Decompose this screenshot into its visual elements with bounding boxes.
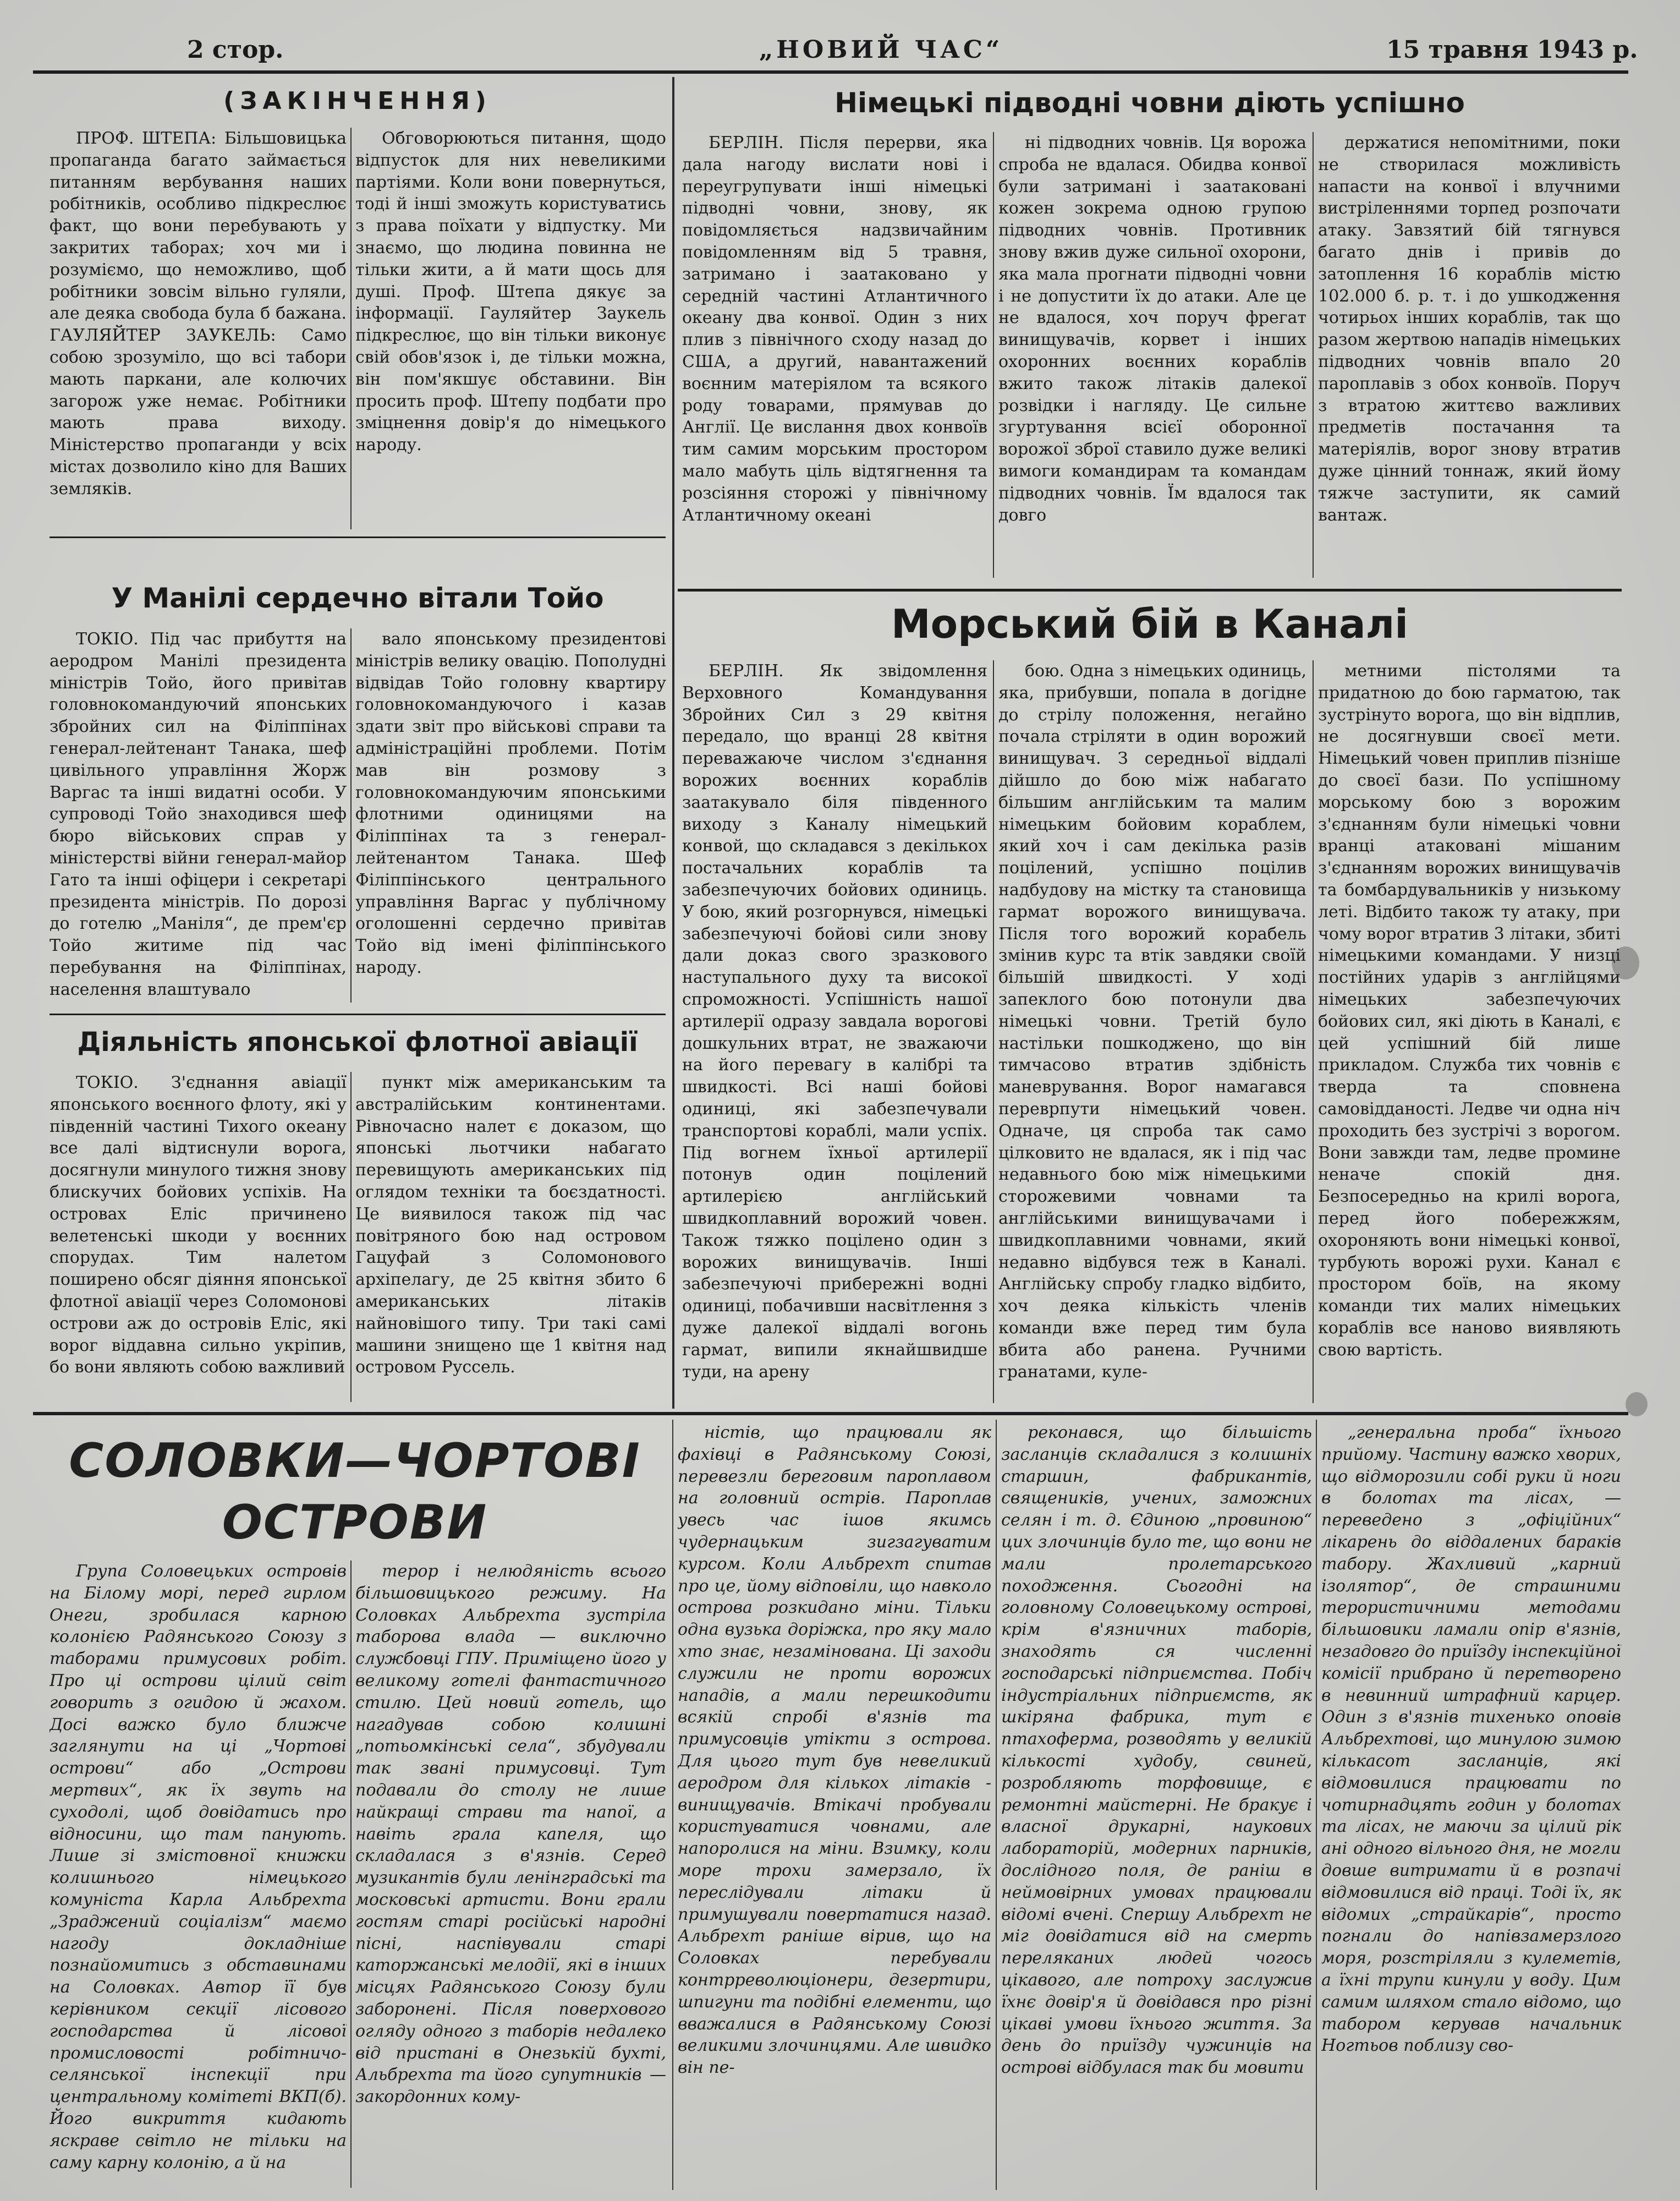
sea-battle-col-2: бою. Одна з німецьких одиниць, яка, прибувши, попала в догідне до стрілу положення, негайно почала стріляти в один ворожий винищувач. З середньої віддалі дійшло до бою між набагато більшим англійським та малим німецьким бойовим кораблем, який хоч і сам декілька разів поцілений, успішно поцілив надбудову на містку та становища гармат ворожого винищувача. Після того ворожий корабель змінив курс та втік завдяки своїй більшій швидкості. У ході запеклого бою потонули два німецькі човни. Третій було настільки пошкоджено, що він тимчасово втратив здібність маневрування. Ворог намагався переврпути німецький човен. Одначе, ця спроба так само цілковито не вдалася, як і під час недавнього бою між німецькими сторожевими човнами та англійськими винищувачами і швидкоплавними човнами, який недавно відбувся теж в Каналі. Англійську спробу гладко відбито, хоч деяка кількість членів команди вже перед тим була вбита або ранена. Ручними гранатами, куле- xyxy=(998,661,1306,1382)
manila-headline: У Манілі сердечно вітали Тойо xyxy=(111,582,604,614)
section-rule xyxy=(678,589,1622,592)
solovki-col-3: ністів, що працювали як фахівці в Радянському Союзі, перевезли береговим пароплавом на головний острів. Пароплав увесь час ішов якимсь чудернацьким зигзагуватим курсом. Коли Альбрехт спитав про це, йому відповіли, що навколо острова розкидано міни. Тільки одна вузька доріжка, про яку мало хто знає, незамінована. Ці заходи служили не проти ворожих нападів, а мали перешкодити всякій спробі в'язнів та примусовців утікти з острова. Для цього тут був невеликий аеродром для кількох літаків - винищувачів. Втікачі пробували користуватися човнами, але напоролися на міни. Взимку, коли море трохи замерзало, їх переслідували літаки й примушували повертатися назад. Альбрехт раніше вірив, що на Соловках перебували контрреволюціонери, дезертири, шпигуни та подібні елементи, що вважалися в Радянському Союзі великими злочинцями. Але швидко він пе- xyxy=(678,1423,991,2078)
section-rule xyxy=(50,536,666,538)
manila-col-1: ТОКІО. Під час прибуття на аеродром Манілі президента міністрів Тойо, його привітав головнокомандуючий японських збройних сил на Філіппінах генерал-лейтенант Танака, шеф цивільного управління Жорж Варгас та інші видатні особи. У супроводі Тойо знаходився шеф бюро військових справ у міністерстві війни генерал-майор Гато та інші офіцери і секретарі президента міністрів. По дорозі до готелю „Маніля“, де прем'єр Тойо житиме під час перебування на Філіппінах, населення влаштувало xyxy=(50,629,347,999)
issue-date: 15 травня 1943 р. xyxy=(1386,36,1638,64)
aviation-col-1: ТОКІО. З'єднання авіації японського воєнного флоту, які у південній частині Тихого океану все далі відтиснули ворога, досягнули минулого тижня знову блискучих бойових успіхів. На островах Еліс причинено велетенські шкоди у воєнних спорудах. Тим налетом поширено обсяг діяння японської флотної авіації через Соломонові острови аж до островів Еліс, які ворог віддавна сильно укріпив, бо вони являють собою важливий xyxy=(50,1073,347,1377)
submarines-col-2: ні підводних човнів. Ця ворожа спроба не вдалася. Обидва конвої були затримані і заатаковані кожен зокрема одною групою підводних човнів. Противник знову вжив дуже сильної охорони, яка мала прогнати підводні човни і не допустити їх до атаки. Але це не вдалося, хоч поруч фрегат винищувачів, корвет і інших охоронних воєнних кораблів вжито також літаків далекої розвідки і нагляду. Це сильне згуртування всієї оборонної ворожої зброї ставило дуже великі вимоги командирам та командам підводних човнів. Їм вдалося так довго xyxy=(998,133,1306,525)
masthead-rule xyxy=(33,70,1628,74)
article-continued-headline: (ЗАКІНЧЕННЯ) xyxy=(223,87,492,115)
paper-stain xyxy=(1612,946,1639,979)
solovki-headline-line-2: ОСТРОВИ xyxy=(222,1495,488,1550)
column-divider xyxy=(672,1420,673,2190)
column-divider xyxy=(350,128,352,529)
column-divider xyxy=(993,132,994,578)
bottom-section-rule xyxy=(33,1412,1628,1415)
column-divider xyxy=(350,1072,352,1402)
column-divider xyxy=(1316,1420,1317,2190)
masthead xyxy=(33,30,1650,69)
column-divider xyxy=(996,1420,997,2190)
solovki-headline-line-1: СОЛОВКИ—ЧОРТОВІ xyxy=(69,1433,641,1488)
newspaper-name: „НОВИЙ ЧАС“ xyxy=(759,36,1003,64)
submarines-col-1: БЕРЛІН. Після перерви, яка дала нагоду вислати нові і переугрупувати інші німецькі підводні човни, знову, як повідомляється надзвичайним повідомленням від 5 травня, затримано і заатаковано у середній частині Атлантичного океану два конвої. Один з них плив з північного сходу назад до США, а другий, навантажений воєнним матеріялом та всякого роду товарами, прямував до Англії. Це вислання двох конвоїв тим самим морським простором мало мабуть ціль відтягнення та розсіяння сторожі у північному Атлантичному океані xyxy=(682,133,987,525)
sea-battle-headline: Морський бій в Каналі xyxy=(891,601,1408,647)
column-divider xyxy=(993,660,994,1403)
column-divider xyxy=(1313,132,1314,578)
sea-battle-col-1: БЕРЛІН. Як звідомлення Верховного Командування Збройних Сил з 29 квітня передало, що вранці 28 квітня переважаюче числом з'єднання ворожих воєнних кораблів заатакувало біля південного виходу з Каналу німецький конвой, що складався з декількох постачальних кораблів та забезпечуючих бойових одиниць. У бою, який розгорнувся, німецькі забезпечуючі бойові сили знову дали доказ свого зразкового наступального духу та високої спроможності. Успішність нашої артилерії одразу завдала ворогові дошкульних втрат, не зважаючи на його перевагу в калібрі та швидкості. Всі наші бойові одиниці, які забезпечували транспортові кораблі, мали успіх. Під вогнем їхньої артилерії потонув один поцілений артилерією англійський швидкоплавний ворожий човен. Також тяжко поцілено один з ворожих винищувачів. Інші забезпечуючі прибережні водні одиниці, побачивши насвітлення з дуже далекої віддалі вогонь гармат, випили якнайшвидше туди, на арену xyxy=(682,661,987,1382)
article-continued-col-1: ПРОФ. ШТЕПА: Більшовицька пропаганда багато займається питанням вербування наших робітників, особливо підкреслює факт, що вони перебувають у закритих таборах; хоч ми і розуміємо, що неможливо, щоб робітники зовсім вільно гуляли, але деяка свобода була б бажана. ГАУЛЯЙТЕР ЗАУКЕЛЬ: Само собою зрозуміло, що всі табори мають паркани, але колючих загорож уже немає. Робітники мають права виходу. Міністерство пропаганди у всіх містах дозволило кіно для Ваших земляків. xyxy=(50,129,347,499)
solovki-col-4: реконався, що більшість засланців складалися з колишніх старшин, фабрикантів, священиків, учених, заможних селян і т. д. Єдиною „провиною“ цих злочинців було те, що вони не мали пролетарського походження. Сьогодні на головному Соловецькому острові, крім в'язничних таборів, знаходять ся численні господарські підприємства. Побіч індустріальних підприємств, як шкіряна фабрика, тут є птахоферма, розводять у великій кількості худобу, свиней, розробляють торфовище, є ремонтні майстерні. Не бракує і власної друкарні, наукових лабораторій, модерних парників, дослідного поля, де раніш в неймовірних умовах працювали відомі вчені. Спершу Альбрехт не міг довідатися від на смерть переляканих людей чогось цікавого, але потроху заслужив їхнє довір'я й довідався про різні цікаві умови їхнього життя. За день до приїзду чужинців на острові відбулася так би мовити xyxy=(1001,1423,1312,2078)
solovki-col-2: терор і нелюдяність всього більшовицького режиму. На Соловках Альбрехта зустріла таборова влада — виключно службовці ГПУ. Приміщено його у великому готелі фантастичного стилю. Цей новий готель, що нагадував собою колишні „потьомкінські села“, збудували так звані примусовці. Тут подавали до столу не лише найкращі страви та напої, а навіть грала капеля, що складалася з в'язнів. Серед музикантів були ленінградські та московські артисти. Вони грали гостям старі російські народні пісні, наспівували старі каторжанські мелодії, які в інших місцях Радянського Союзу були заборонені. Після поверхового огляду одного з таборів недалеко від пристані в Онезькій бухті, Альбрехта та його супутників — закордонних кому- xyxy=(355,1562,666,2107)
submarines-headline: Німецькі підводні човни діють успішно xyxy=(834,87,1465,119)
column-divider xyxy=(1313,660,1314,1403)
paper-stain xyxy=(1626,1392,1648,1416)
manila-col-2: вало японському президентові міністрів велику овацію. Пополудні відвідав Тойо головну квартиру головнокомандуючого і казав здати звіт про військові справи та адміністраційні проблеми. Потім мав він розмову з головнокомандуючим японськими флотними одиницями на Філіппінах та з генерал-лейтенантом Танака. Шеф Філіппінського центрального управління Варгас у публічному оголошенні сердечно привітав Тойо від імені філіппінського народу. xyxy=(355,629,666,977)
solovki-col-1: Група Соловецьких островів на Білому морі, перед гирлом Онеги, зробилася карною колонією Радянського Союзу з таборами примусових робіт. Про ці острови цілий світ говорить з огидою й жахом. Досі важко було ближче заглянути на ці „Чортові острови“ або „Острови мертвих“, як їх звуть на суходолі, щоб довідатись про відносини, що там панують. Лише зі змістовної книжки колишнього німецького комуніста Карла Альбрехта „Зраджений соціалізм“ маємо нагоду докладніше познайомитись з обставинами на Соловках. Автор її був керівником секції лісового господарства й лісової промисловості робітничо-селянської інспекції при центральному комітеті ВКП(б). Його викриття кидають яскраве світло не тільки на саму карну колонію, а й на xyxy=(50,1562,347,2172)
sea-battle-col-3: метними пістолями та придатною до бою гарматою, так зустрінуто ворога, що він відплив, не досягнувши своєї мети. Німецький човен приплив пізніше до своєї бази. По успішному морському бою з ворожим з'єднанням були німецькі човни вранці атаковані мішаним з'єднанням ворожих винищувачів та бомбардувальників у низькому леті. Відбито також ту атаку, при чому ворог втратив 3 літаки, збиті німецькими командами. У низці постійних ударів з англійцями німецьких забезпечуючих бойових сил, які діють в Каналі, є цей успішний бій лише прикладом. Служба тих човнів є тверда та сповнена самовідданості. Ледве чи одна ніч проходить без зустрічі з ворогом. Вони завжди там, ледве промине неначе спокій дня. Безпосередньо на крилі ворога, перед його побережжям, охороняють вони німецькі конвої, турбують ворожі рухи. Канал є простором боїв, на якому команди тих малих німецьких кораблів все наново виявляють свою вартість. xyxy=(1318,661,1621,1360)
column-divider xyxy=(350,1561,352,2188)
submarines-col-3: держатися непомітними, поки не створилася можливість напасти на конвої і влучними вистріленнями торпед розпочати атаку. Завзятий бій тягнувся багато днів і привів до затоплення 16 кораблів містю 102.000 б. р. т. і до ушкодження чотирьох інших кораблів, так що разом жертвою нападів німецьких підводних човнів впало 20 пароплавів з обох конвоїв. Поруч з втратою життєво важливих предметів постачання та матеріялів, ворог знову втратив дуже цінний тоннаж, який йому тяжче заступити, як самий вантаж. xyxy=(1318,133,1621,525)
column-divider xyxy=(350,628,352,1003)
aviation-headline: Діяльність японської флотної авіації xyxy=(77,1027,638,1058)
article-continued-col-2: Обговорюються питання, щодо відпусток для них невеликими партіями. Коли вони повернуться, тоді й інші зможуть користуватись з права поїхати у відпустку. Ми знаємо, що людина повинна не тільки жити, а й мати щось для душі. Проф. Штепа дякує за інформації. Гауляйтер Заукель підкреслює, що він тільки виконує свій обов'язок і, де тільки можна, він пом'якшує обставини. Він просить проф. Штепу подбати про зміцнення довір'я до німецького народу. xyxy=(355,129,666,455)
page-number: 2 стор. xyxy=(187,36,284,64)
section-rule xyxy=(50,1014,666,1015)
top-section-divider xyxy=(672,77,674,1409)
aviation-col-2: пункт між американським та австралійським континентами. Рівночасно налет є доказом, що японські льотчики набагато перевищують американських під оглядом техніки та боєздатності. Це виявилося також під час повітряного бою над островом Гацуфай з Соломонового архіпелагу, де 25 квітня збито 6 американських літаків найновішого типу. Три такі самі машини знищено ще 1 квітня над островом Руссель. xyxy=(355,1073,666,1377)
solovki-col-5: „генеральна проба“ їхнього прийому. Частину важко хворих, що відморозили собі руки й ноги в болотах та лісах, — переведено з „офіційних“ лікарень до віддалених бараків табору. Жахливий „карний ізолятор“, де страшними терористичними методами більшовики ламали опір в'язнів, незадовго до приїзду інспекційної комісії прибрано й перетворено в невинний штрафний карцер. Один з в'язнів тихенько оповів Альбрехтові, що минулою зимою кількасот засланців, які відмовилися працювати по чотирнадцять годин у болотах та лісах, не маючи за цілий рік ані одного вільного дня, не могли довше витримати й в розпачі відмовилися від праці. Тоді їх, як відомих „страйкарів“, просто погнали до напівзамерзлого моря, розстріляли з кулеметів, а їхні трупи кинули у воду. Цим самим шляхом стало відомо, що табором керував начальник Ногтьов поблизу сво- xyxy=(1321,1423,1621,2056)
